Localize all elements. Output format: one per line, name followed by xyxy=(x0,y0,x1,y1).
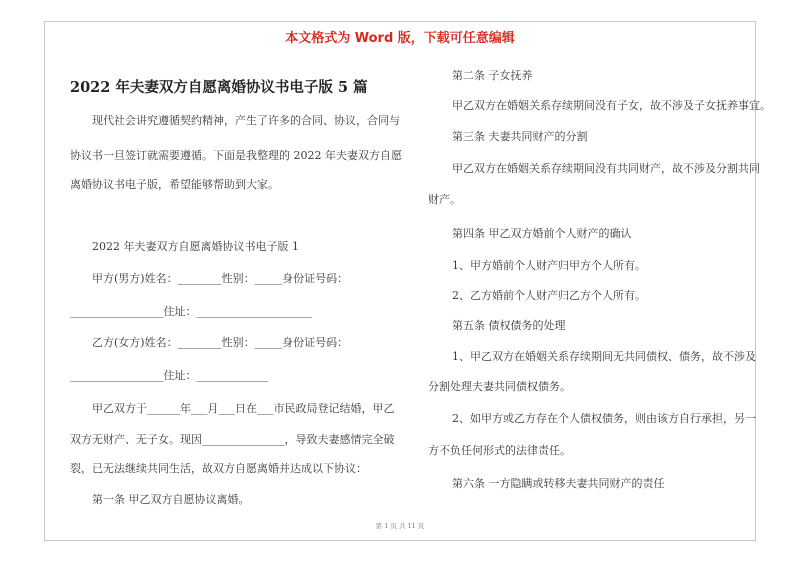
edit-notice-banner: 本文格式为 Word 版，下载可任意编辑 xyxy=(285,31,515,46)
article-text-line: 2、如甲方或乙方存在个人债权债务，则由该方自行承担，另一 xyxy=(452,412,756,425)
article-heading: 第二条 子女抚养 xyxy=(452,69,533,82)
article-one: 第一条 甲乙双方自愿协议离婚。 xyxy=(92,493,250,506)
party-a-info-line: 甲方(男方)姓名：________性别：_____身份证号码： xyxy=(92,272,349,285)
intro-paragraph-line: 离婚协议书电子版，希望能够帮助到大家。 xyxy=(70,178,279,191)
page-number: 第 1 页 共 11 页 xyxy=(375,522,425,530)
intro-paragraph-line: 协议书一旦签订就需要遵循。下面是我整理的 2022 年夫妻双方自愿 xyxy=(70,149,402,162)
article-text-line: 财产。 xyxy=(428,193,461,206)
article-text-line: 方不负任何形式的法律责任。 xyxy=(428,444,571,457)
article-text-line: 2、乙方婚前个人财产归乙方个人所有。 xyxy=(452,289,646,302)
article-text-line: 1、甲乙双方在婚姻关系存续期间无共同债权、债务，故不涉及 xyxy=(452,350,756,363)
article-heading: 第四条 甲乙双方婚前个人财产的确认 xyxy=(452,227,632,240)
article-text-line: 分割处理夫妻共同债权债务。 xyxy=(428,380,571,393)
article-heading: 第五条 债权债务的处理 xyxy=(452,319,566,332)
party-b-info-line: 乙方(女方)姓名：________性别：_____身份证号码： xyxy=(92,336,349,349)
article-heading: 第三条 夫妻共同财产的分割 xyxy=(452,130,588,143)
intro-paragraph-line: 现代社会讲究遵循契约精神，产生了许多的合同、协议，合同与 xyxy=(92,114,400,127)
party-b-address-line: _________________住址：_____________ xyxy=(70,369,268,382)
article-text-line: 甲乙双方在婚姻关系存续期间没有共同财产，故不涉及分割共同 xyxy=(452,162,760,175)
article-text-line: 甲乙双方在婚姻关系存续期间没有子女，故不涉及子女抚养事宜。 xyxy=(452,99,771,112)
marriage-statement-line: 甲乙双方于______年___月___日在___市民政局登记结婚，甲乙 xyxy=(92,402,395,415)
section-heading: 2022 年夫妻双方自愿离婚协议书电子版 1 xyxy=(92,240,299,253)
document-title: 2022 年夫妻双方自愿离婚协议书电子版 5 篇 xyxy=(70,79,368,96)
marriage-statement-line: 双方无财产、无子女。现因_______________，导致夫妻感情完全破 xyxy=(70,433,395,446)
party-a-address-line: _________________住址：_____________________ xyxy=(70,305,312,318)
marriage-statement-line: 裂，已无法继续共同生活，故双方自愿离婚并达成以下协议： xyxy=(70,462,367,475)
article-heading: 第六条 一方隐瞒或转移夫妻共同财产的责任 xyxy=(452,477,665,490)
article-text-line: 1、甲方婚前个人财产归甲方个人所有。 xyxy=(452,259,646,272)
